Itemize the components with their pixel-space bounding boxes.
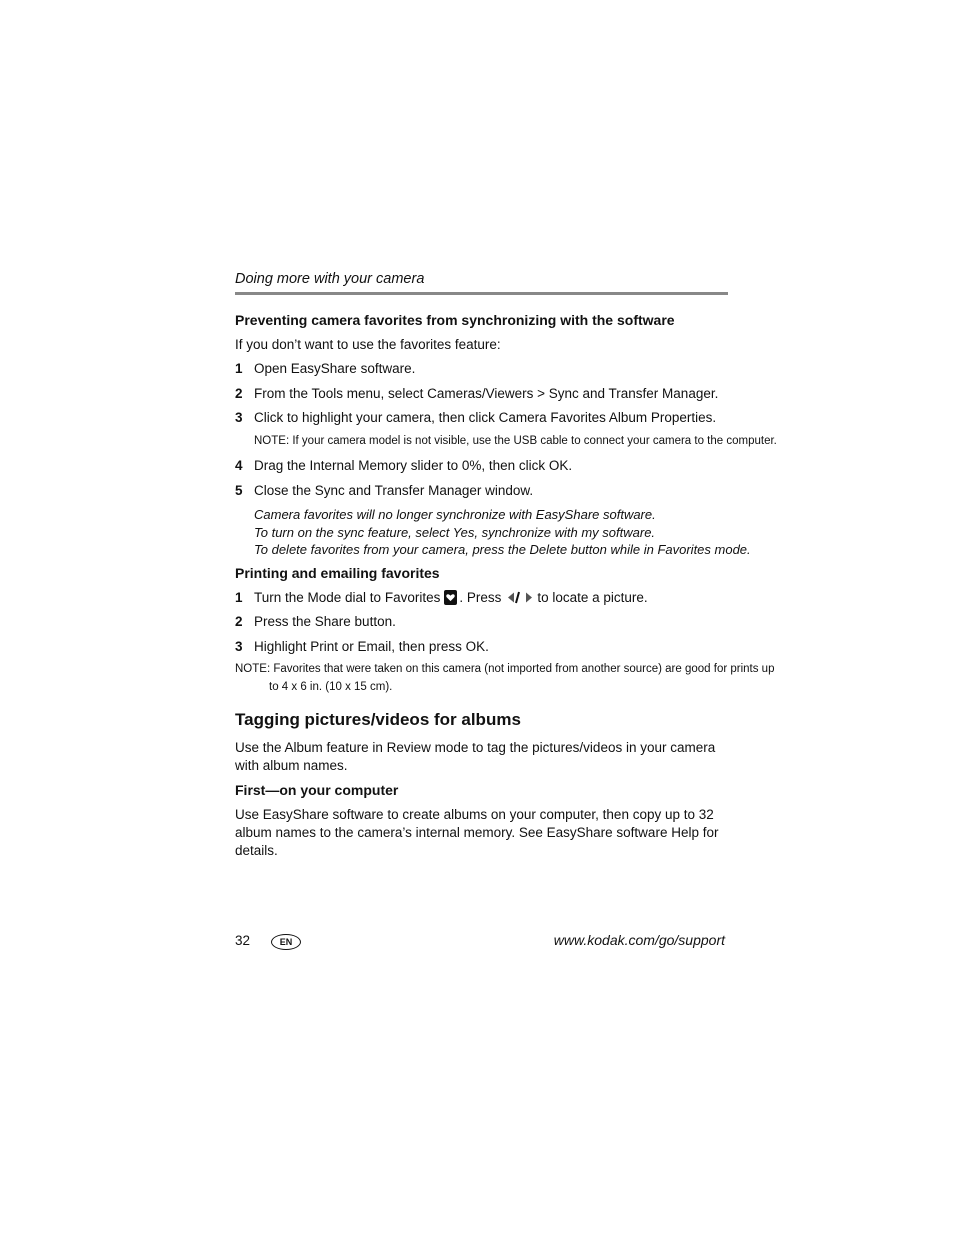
step-number: 3: [235, 410, 243, 425]
note-camera-not-visible: NOTE: If your camera model is not visible, use the USB cable to connect your camera to the computer.: [254, 435, 777, 447]
note-prints-size-continued: to 4 x 6 in. (10 x 15 cm).: [269, 681, 393, 693]
list-item: [235, 361, 415, 376]
result-line: To turn on the sync feature, select Yes, synchronize with my software.: [254, 524, 656, 540]
list-item: [235, 483, 533, 498]
step-number: 4: [235, 458, 243, 473]
list-item: [235, 590, 648, 607]
step-text: Press the Share button.: [254, 614, 396, 629]
step-text: to locate a picture.: [537, 590, 648, 605]
favorites-heart-icon: [444, 590, 457, 605]
step-number: 5: [235, 483, 243, 498]
section-heading-preventing-favorites: Preventing camera favorites from synchronizing with the software: [235, 312, 675, 328]
list-item: [235, 410, 716, 425]
list-item: [235, 614, 396, 629]
header-rule: [235, 292, 728, 295]
list-item: [235, 386, 718, 401]
step-text: Open EasyShare software.: [254, 361, 416, 376]
paragraph-album-feature: Use the Album feature in Review mode to tag the pictures/videos in your camera with album names.: [235, 740, 716, 773]
step-text: Drag the Internal Memory slider to 0%, then click OK.: [254, 458, 573, 473]
intro-text: If you don’t want to use the favorites feature:: [235, 337, 501, 352]
paragraph-create-albums: Use EasyShare software to create albums on your computer, then copy up to 32 album names to the camera’s internal memory. See EasyShare software Help for details.: [235, 807, 719, 858]
step-text: Highlight Print or Email, then press OK.: [254, 639, 489, 654]
step-number: 3: [235, 639, 243, 654]
step-number: 1: [235, 590, 243, 605]
result-line: To delete favorites from your camera, press the Delete button while in Favorites mode.: [254, 542, 751, 557]
result-text-block: [254, 506, 751, 559]
step-number: 1: [235, 361, 243, 376]
list-item: [235, 458, 572, 473]
note-prints-size: NOTE: Favorites that were taken on this camera (not imported from another source) are good for prints up: [235, 663, 775, 675]
step-text: . Press: [459, 590, 502, 605]
section-heading-printing-emailing: Printing and emailing favorites: [235, 565, 440, 581]
list-item: [235, 639, 489, 654]
result-line: Camera favorites will no longer synchronize with EasyShare software.: [254, 507, 656, 522]
step-number: 2: [235, 386, 243, 401]
step-text: Click to highlight your camera, then click Camera Favorites Album Properties.: [254, 410, 717, 425]
step-text: Close the Sync and Transfer Manager window.: [254, 483, 534, 498]
section-title-tagging: Tagging pictures/videos for albums: [235, 710, 521, 729]
subheading-on-computer: First—on your computer: [235, 782, 399, 798]
language-badge: EN: [271, 934, 301, 950]
page-number: 32: [235, 933, 251, 948]
left-right-arrows-icon: [507, 591, 533, 607]
step-number: 2: [235, 614, 243, 629]
support-url: www.kodak.com/go/support: [553, 932, 725, 948]
step-text: Turn the Mode dial to Favorites: [254, 590, 441, 605]
step-text: From the Tools menu, select Cameras/Viewers > Sync and Transfer Manager.: [254, 386, 719, 401]
running-header: Doing more with your camera: [235, 271, 425, 287]
